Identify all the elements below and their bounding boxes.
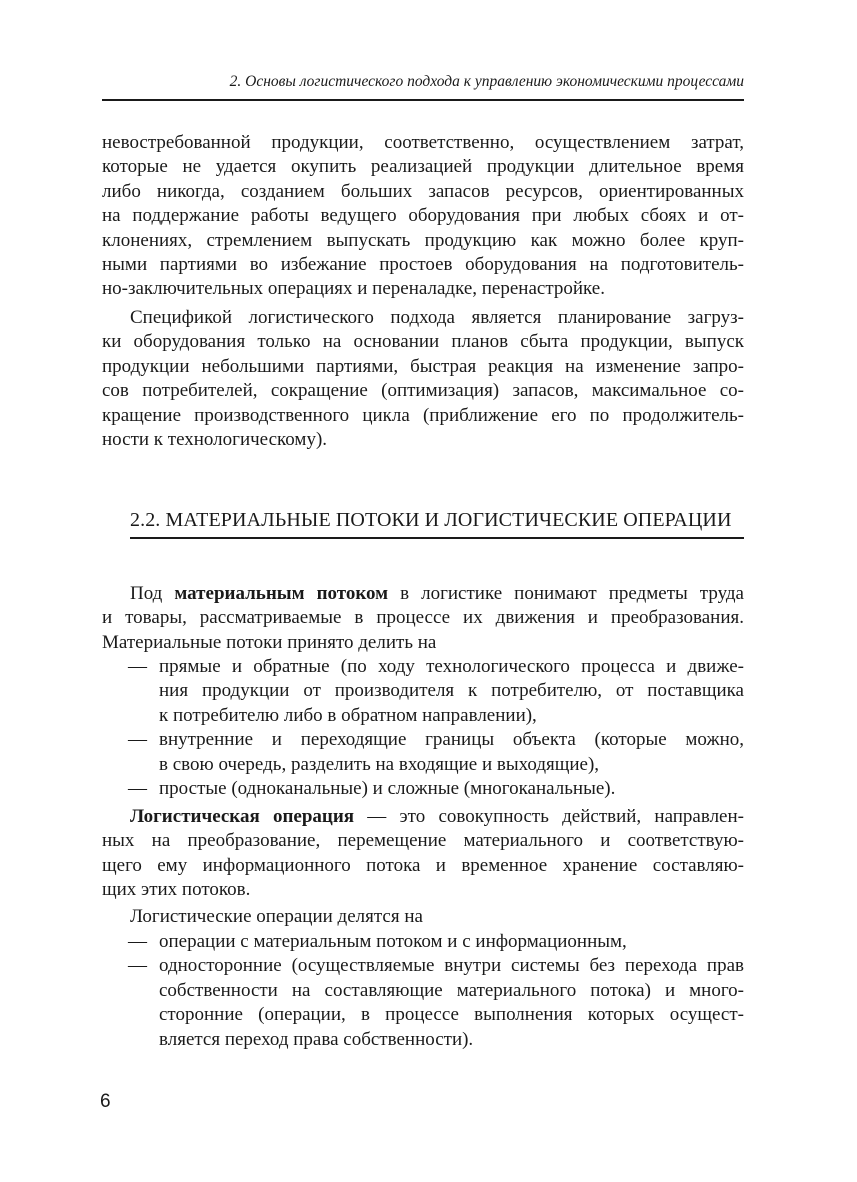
text-line: ности к технологическому).	[102, 428, 328, 450]
list-item	[102, 728, 744, 777]
list-item	[102, 930, 744, 954]
section-title: 2.2. МАТЕРИАЛЬНЫЕ ПОТОКИ И ЛОГИСТИЧЕСКИЕ ОПЕРАЦИИ	[130, 509, 732, 531]
text-run: в логистике понимают предметы труда	[388, 583, 744, 604]
text-line: вляется переход права собственности).	[159, 1028, 474, 1050]
text-run: — это совокупность действий, направлен-	[354, 806, 744, 827]
text-line: собственности на составляющие материального потока) и много-	[159, 979, 744, 1001]
paragraph-3	[102, 582, 744, 655]
list-item	[102, 655, 744, 728]
list-dash: —	[128, 931, 147, 952]
text-line: щих этих потоков.	[102, 879, 251, 901]
header-rule	[102, 99, 744, 101]
term-logistic-operation: Логистическая операция	[130, 806, 355, 827]
paragraph-2	[102, 306, 744, 452]
text-line: и товары, рассматриваемые в процессе их движения и преобразования.	[102, 607, 744, 629]
text-line: к потребителю либо в обратном направлении),	[159, 704, 537, 726]
text-line: операции с материальным потоком и с информационным,	[159, 931, 627, 952]
text-line: простые (одноканальные) и сложные (многоканальные).	[159, 777, 616, 799]
text-line	[102, 582, 744, 606]
text-line: в свою очередь, разделить на входящие и выходящие),	[159, 753, 600, 775]
text-line: Спецификой логистического подхода является планирование загруз-	[130, 307, 744, 328]
text-line: но-заключительных операциях и переналадке, перенастройке.	[102, 278, 605, 300]
list-dash: —	[128, 777, 147, 799]
running-head: 2. Основы логистического подхода к управлению экономическими процессами	[229, 73, 744, 90]
text-line: кращение производственного цикла (приближение его по продолжитель-	[102, 404, 744, 426]
text-line: внутренние и переходящие границы объекта (которые можно,	[159, 729, 744, 751]
text-line: ных на преобразование, перемещение материального и соответствую-	[102, 830, 744, 852]
text-line: односторонние (осуществляемые внутри системы без перехода прав	[159, 955, 744, 977]
text-line: ки оборудования только на основании планов сбыта продукции, выпуск	[102, 331, 744, 353]
operation-types-list	[102, 930, 744, 1052]
text-line: продукции небольшими партиями, быстрая реакция на изменение запро-	[102, 355, 744, 377]
text-line: Логистические операции делятся на	[130, 906, 423, 927]
text-line: Материальные потоки принято делить на	[102, 631, 437, 653]
list-item	[102, 777, 744, 801]
list-dash: —	[128, 656, 147, 677]
list-dash: —	[128, 955, 147, 977]
text-run: Под	[130, 583, 175, 604]
term-material-flow: материальным потоком	[174, 583, 389, 604]
text-line: на поддержание работы ведущего оборудования при любых сбоях и от-	[102, 205, 744, 227]
text-line: прямые и обратные (по ходу технологического процесса и движе-	[159, 656, 744, 677]
text-line: щего ему информационного потока и временное хранение составляю-	[102, 854, 744, 876]
paragraph-4	[102, 805, 744, 903]
text-line: сов потребителей, сокращение (оптимизация) запасов, максимальное со-	[102, 380, 744, 402]
list-dash: —	[128, 729, 147, 751]
text-line: ния продукции от производителя к потребителю, от поставщика	[159, 680, 744, 702]
text-line: невостребованной продукции, соответственно, осуществлением затрат,	[102, 132, 744, 153]
paragraph-1	[102, 131, 744, 302]
text-line: клонениях, стремлением выпускать продукцию как можно более круп-	[102, 229, 744, 251]
section-rule	[130, 537, 744, 539]
text-line	[102, 805, 744, 829]
paragraph-5	[102, 905, 744, 929]
text-line: ными партиями во избежание простоев оборудования на подготовитель-	[102, 253, 744, 275]
text-line: которые не удается окупить реализацией продукции длительное время	[102, 156, 744, 178]
text-line: сторонние (операции, в процессе выполнения которых осущест-	[159, 1004, 744, 1026]
list-item	[102, 954, 744, 1052]
flow-types-list	[102, 655, 744, 801]
text-line: либо никогда, созданием больших запасов ресурсов, ориентированных	[102, 180, 744, 202]
page-number: 6	[100, 1091, 111, 1112]
